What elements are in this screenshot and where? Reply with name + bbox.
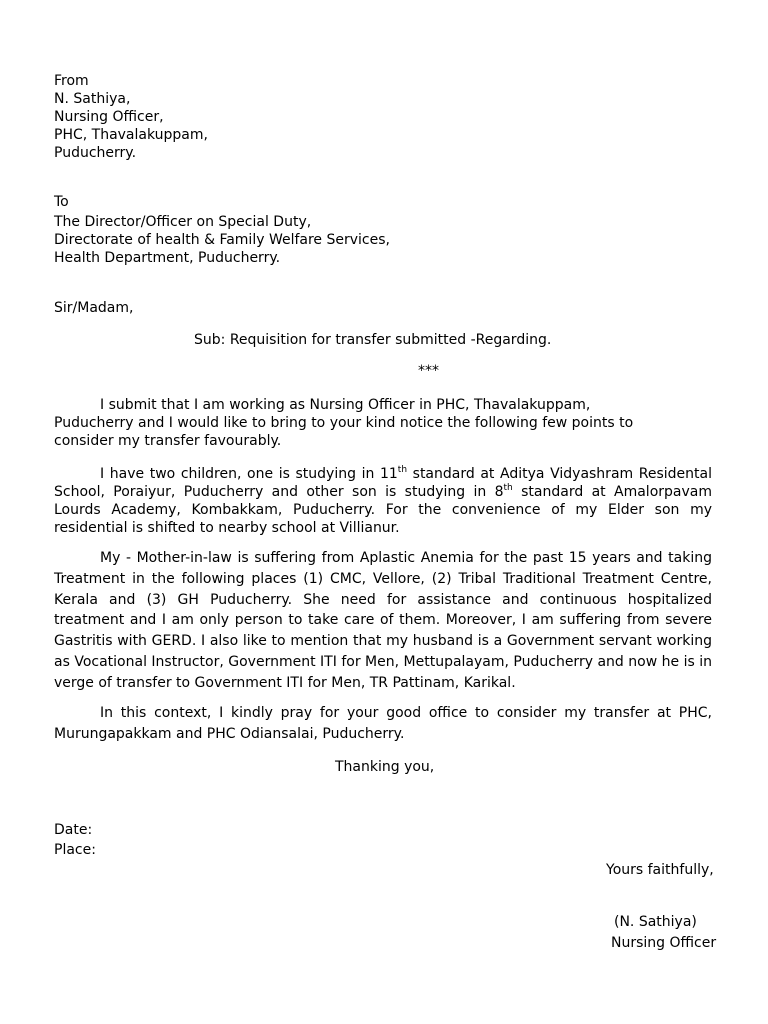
subject-line: Sub: Requisition for transfer submitted -Regarding. [194, 332, 552, 348]
paragraph-2-part-2: standard at Aditya Vidyashram Residental School, Poraiyur, Puducherry and other son is studying in 8 [54, 466, 712, 500]
body-paragraph-2 [54, 465, 712, 537]
thanking-line: Thanking you, [335, 759, 435, 775]
from-line-office: PHC, Thavalakuppam, [54, 127, 208, 143]
from-line-designation: Nursing Officer, [54, 109, 164, 125]
from-heading: From [54, 73, 89, 89]
superscript-th-2: th [503, 483, 513, 493]
to-line-department: Health Department, Puducherry. [54, 250, 281, 266]
closing-line: Yours faithfully, [606, 862, 714, 878]
body-paragraph-4: In this context, I kindly pray for your good office to consider my transfer at PHC, Murungapakkam and PHC Odiansalai, Puducherry. [54, 705, 712, 742]
signature-name: (N. Sathiya) [614, 914, 697, 930]
to-line-recipient: The Director/Officer on Special Duty, [54, 214, 312, 230]
date-label: Date: [54, 822, 93, 838]
subject-separator: *** [418, 363, 439, 379]
from-line-name: N. Sathiya, [54, 91, 131, 107]
to-heading: To [54, 194, 69, 210]
body-paragraph-3: My - Mother-in-law is suffering from Aplastic Anemia for the past 15 years and taking Treatment in the following places (1) CMC, Vellore, (2) Tribal Traditional Treatment Centre, Kerala and (3) GH Puducherry. She need for assistance and continuous hospitalized treatment and I am only person to take care of them. Moreover, I am suffering from severe Gastritis with GERD. I also like to mention that my husband is a Government servant working as Vocational Instructor, Government ITI for Men, Mettupalayam, Puducherry and now he is in verge of transfer to Government ITI for Men, TR Pattinam, Karikal. [54, 550, 712, 691]
place-label: Place: [54, 842, 96, 858]
salutation: Sir/Madam, [54, 300, 134, 316]
paragraph-2-part-3: standard at Amalorpavam Lourds Academy, Kombakkam, Puducherry. For the convenience of my Elder son my residential is shifted to nearby school at Villianur. [54, 484, 712, 536]
from-line-city: Puducherry. [54, 145, 137, 161]
to-line-directorate: Directorate of health & Family Welfare Services, [54, 232, 390, 248]
body-paragraph-1: I submit that I am working as Nursing Officer in PHC, Thavalakuppam, Puducherry and I would like to bring to your kind notice the following few points to consider my transfer favourably. [54, 397, 634, 449]
signature-designation: Nursing Officer [611, 935, 717, 951]
paragraph-2-part-1: I have two children, one is studying in 11 [100, 466, 398, 482]
superscript-th-1: th [397, 465, 408, 475]
